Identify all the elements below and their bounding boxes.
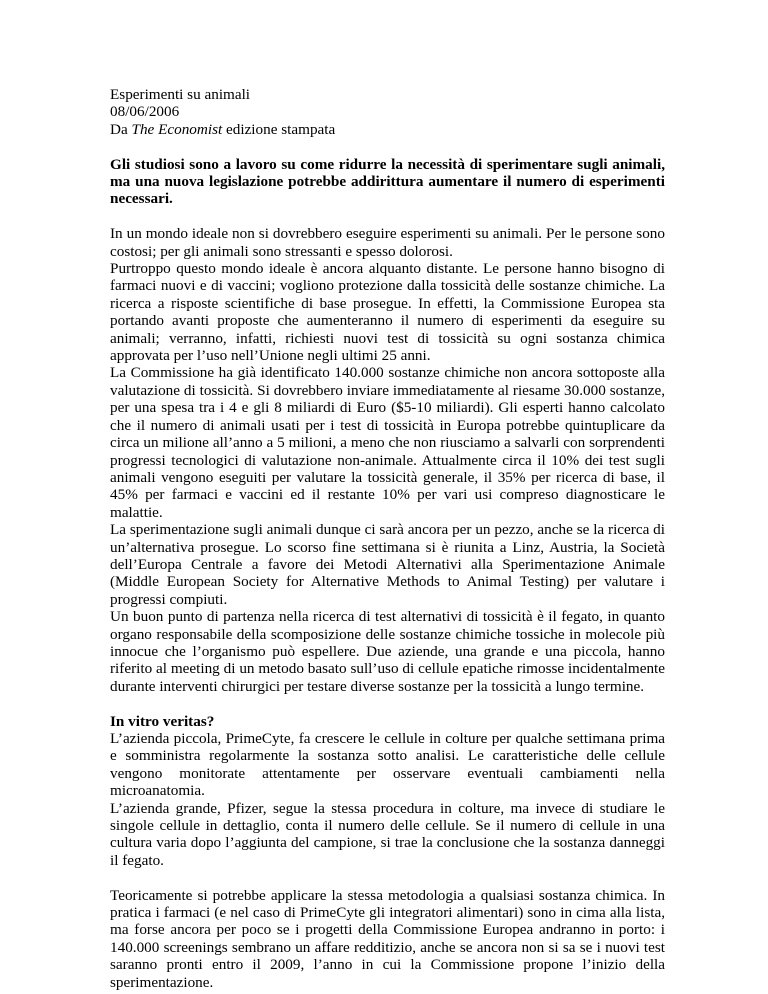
section-heading: In vitro veritas? — [110, 712, 215, 730]
source-publication: The Economist — [131, 120, 223, 138]
section-conclusion — [110, 887, 665, 991]
source-prefix: Da — [110, 120, 132, 138]
body-paragraph: L’azienda piccola, PrimeCyte, fa crescere le cellule in colture per qualche settimana prima e somministra regolarmente la sostanza sotto analisi. Le caratteristiche delle cellule vengono monitorate attentamente per osservare eventuali cambiamenti nella microanatomia. — [110, 729, 665, 800]
body-paragraph: Purtroppo questo mondo ideale è ancora alquanto distante. Le persone hanno bisogno di farmaci nuovi e di vaccini; vogliono protezione dalla tossicità delle sostanze chimiche. La ricerca a risposte scientifiche di base prosegue. In effetti, la Commissione Europea sta portando avanti proposte che aumenteranno il numero di esperimenti da eseguire su animali; verranno, infatti, richiesti nuovi test di tossicità su ogni sostanza chimica approvata per l’uso nell’Unione negli ultimi 25 anni. — [110, 260, 665, 365]
document-date: 08/06/2006 — [110, 103, 180, 121]
article-abstract: Gli studiosi sono a lavoro su come ridurre la necessità di sperimentare sugli animali, ma una nuova legislazione potrebbe addirittura aumentare il numero di esperimenti necessari. — [110, 155, 665, 208]
body-paragraph: Un buon punto di partenza nella ricerca di test alternativi di tossicità è il fegato, in quanto organo responsabile della scomposizione delle sostanze chimiche tossiche in molecole più innocue che l’organismo può espellere. Due aziende, una grande e una piccola, hanno riferito al meeting di un metodo basato sull’uso di cellule epatiche rimosse incidentalmente durante interventi chirurgici per testare diverse sostanze per la tossicità a lungo termine. — [110, 608, 665, 695]
document-header — [110, 86, 665, 138]
section-in-vitro — [110, 713, 665, 870]
document-page — [110, 86, 665, 991]
body-paragraph: Teoricamente si potrebbe applicare la stessa metodologia a qualsiasi sostanza chimica. In pratica i farmaci (e nel caso di PrimeCyte gli integratori alimentari) sono in cima alla lista, ma forse ancora per poco se i progetti della Commissione Europea andranno in porto: i 140.000 screenings sembrano un affare redditizio, anche se ancora non si sa se i nuovi test saranno pronti entro il 2009, l’anno in cui la Commissione propone l’inizio della sperimentazione. — [110, 886, 665, 991]
source-suffix: edizione stampata — [222, 120, 336, 138]
body-paragraph: La Commissione ha già identificato 140.000 sostanze chimiche non ancora sottoposte alla valutazione di tossicità. Si dovrebbero inviare immediatamente al riesame 30.000 sostanze, per una spesa tra i 4 e gli 8 miliardi di Euro ($5-10 miliardi). Gli esperti hanno calcolato che il numero di animali usati per i test di tossicità in Europa potrebbe quintuplicare da circa un milione all’anno a 5 milioni, a meno che non riusciamo a salvarli con sorprendenti progressi tecnologici di valutazione non-animale. Attualmente circa il 10% dei test sugli animali vengono eseguiti per valutare la tossicità generale, il 35% per ricerca di base, il 45% per farmaci e vaccini ed il restante 10% per vari usi compreso diagnosticare le malattie. — [110, 364, 665, 521]
body-paragraph: La sperimentazione sugli animali dunque ci sarà ancora per un pezzo, anche se la ricerca di un’alternativa prosegue. Lo scorso fine settimana si è riunita a Linz, Austria, la Società dell’Europa Centrale a favore dei Metodi Alternativi alla Sperimentazione Animale (Middle European Society for Alternative Methods to Animal Testing) per valutare i progressi compiuti. — [110, 521, 665, 608]
body-paragraph: In un mondo ideale non si dovrebbero eseguire esperimenti su animali. Per le persone sono costosi; per gli animali sono stressanti e spesso dolorosi. — [110, 225, 665, 260]
document-source — [110, 121, 665, 138]
document-title: Esperimenti su animali — [110, 86, 251, 103]
body-paragraph: L’azienda grande, Pfizer, segue la stessa procedura in colture, ma invece di studiare le singole cellule in dettaglio, conta il numero delle cellule. Se il numero di cellule in una cultura varia dopo l’aggiunta del campione, si trae la conclusione che la sostanza danneggi il fegato. — [110, 799, 665, 869]
article-body — [110, 225, 665, 695]
